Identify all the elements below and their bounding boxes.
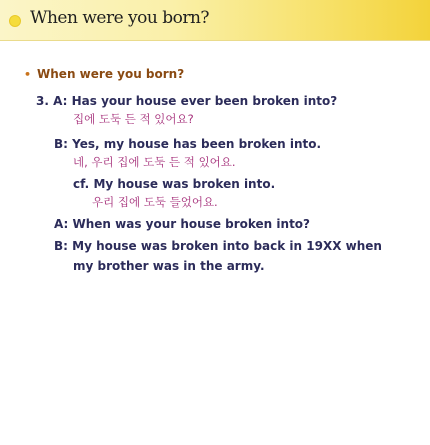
speaker-a-2: A: [54, 217, 69, 231]
cf-korean: 우리 집에 도둑 들었어요. [92, 195, 218, 209]
cf-label: cf. [73, 177, 90, 191]
dialogue-line-1 [36, 93, 337, 109]
section-title: When were you born? [37, 67, 185, 81]
cf-text: My house was broken into. [93, 177, 276, 191]
section-heading [24, 67, 184, 81]
speaker-b: B: [54, 137, 68, 151]
line-2-korean: 네, 우리 집에 도둑 든 적 있어요. [73, 155, 236, 169]
dialogue-number: 3. [36, 94, 49, 108]
line-3-text: When was your house broken into? [72, 217, 311, 231]
line-1-text: Has your house ever been broken into? [71, 94, 338, 108]
dialogue-line-3 [54, 216, 310, 232]
line-2-text: Yes, my house has been broken into. [72, 137, 322, 151]
page-title: When were you born? [30, 8, 210, 28]
dialogue-line-4 [54, 238, 382, 254]
section-bullet: • [24, 68, 32, 81]
line-4-text: My house was broken into back in 19XX when [72, 239, 382, 253]
title-bar [0, 0, 430, 41]
cf-line [73, 176, 275, 192]
line-1-korean: 집에 도둑 든 적 있어요? [73, 112, 194, 126]
speaker-b-2: B: [54, 239, 68, 253]
dialogue-line-2 [54, 136, 321, 152]
bullet-dot-icon [9, 15, 21, 27]
speaker-a: A: [53, 94, 68, 108]
line-4-continuation: my brother was in the army. [73, 259, 265, 273]
